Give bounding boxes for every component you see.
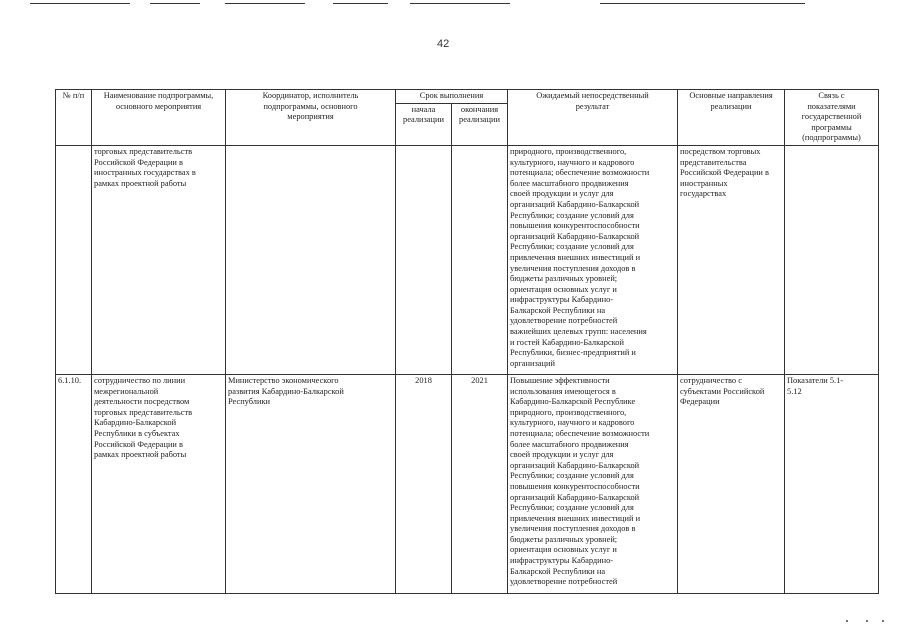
cell-result: природного, производственного, культурного, научного и кадрового потенциала; обеспечение возможности более масштабного продвижения своей продукции и услуг для организаций Кабардино-Балкарской Республики; создание условий для повышения конкурентоспособности организаций Кабардино-Балкарской Республики; создание условий для привлечения внешних инвестиций и увеличения поступления доходов в бюджеты различных уровней; ориентация основных услуг и инфраструктуры Кабардино- Балкарской Республики на удовлетворение потребностей важнейших целевых групп: населения и гостей Кабардино-Балкарской Республики, бизнес-предприятий и организаций <box>508 145 678 374</box>
table-row <box>56 145 879 374</box>
header-coordinator: Координатор, исполнитель подпрограммы, основного мероприятия <box>226 90 396 146</box>
header-name: Наименование подпрограммы, основного мероприятия <box>92 90 226 146</box>
cell-name: сотрудничество по линии межрегиональной деятельности посредством торговых представительств Кабардино-Балкарской Республики в субъектах Российской Федерации в рамках проектной работы <box>92 374 226 593</box>
header-num: № п/п <box>56 90 92 146</box>
page-number: 42 <box>437 38 450 50</box>
header-term: Срок выполнения <box>396 90 508 104</box>
table-row <box>56 374 879 593</box>
cell-coordinator <box>226 145 396 374</box>
program-activities-table <box>55 89 879 594</box>
cell-link <box>785 145 879 374</box>
header-link: Связь с показателями государственной программы (подпрограммы) <box>785 90 879 146</box>
cell-link: Показатели 5.1- 5.12 <box>785 374 879 593</box>
cell-start <box>396 145 452 374</box>
cell-name: торговых представительств Российской Федерации в иностранных государствах в рамках проектной работы <box>92 145 226 374</box>
cell-result: Повышение эффективности использования имеющегося в Кабардино-Балкарской Республике природного, производственного, культурного, научного и кадрового потенциала; обеспечение возможности более масштабного продвижения своей продукции и услуг для организаций Кабардино-Балкарской Республики; создание условий для повышения конкурентоспособности организаций Кабардино-Балкарской Республики; создание условий для привлечения внешних инвестиций и увеличения поступления доходов в бюджеты различных уровней; ориентация основных услуг и инфраструктуры Кабардино- Балкарской Республики на удовлетворение потребностей <box>508 374 678 593</box>
header-directions: Основные направления реализации <box>678 90 785 146</box>
header-result: Ожидаемый непосредственный результат <box>508 90 678 146</box>
cell-end: 2021 <box>452 374 508 593</box>
cell-end <box>452 145 508 374</box>
cell-start: 2018 <box>396 374 452 593</box>
header-term-start: начала реализации <box>396 103 452 145</box>
cell-num <box>56 145 92 374</box>
cell-num: 6.1.10. <box>56 374 92 593</box>
header-row <box>56 90 879 104</box>
cell-directions: сотрудничество с субъектами Российской Федерации <box>678 374 785 593</box>
top-scan-lines <box>0 0 905 6</box>
header-term-end: окончания реализации <box>452 103 508 145</box>
cell-directions: посредством торговых представительства Российской Федерации в иностранных государствах <box>678 145 785 374</box>
scan-marks <box>838 617 898 627</box>
cell-coordinator: Министерство экономического развития Кабардино-Балкарской Республики <box>226 374 396 593</box>
